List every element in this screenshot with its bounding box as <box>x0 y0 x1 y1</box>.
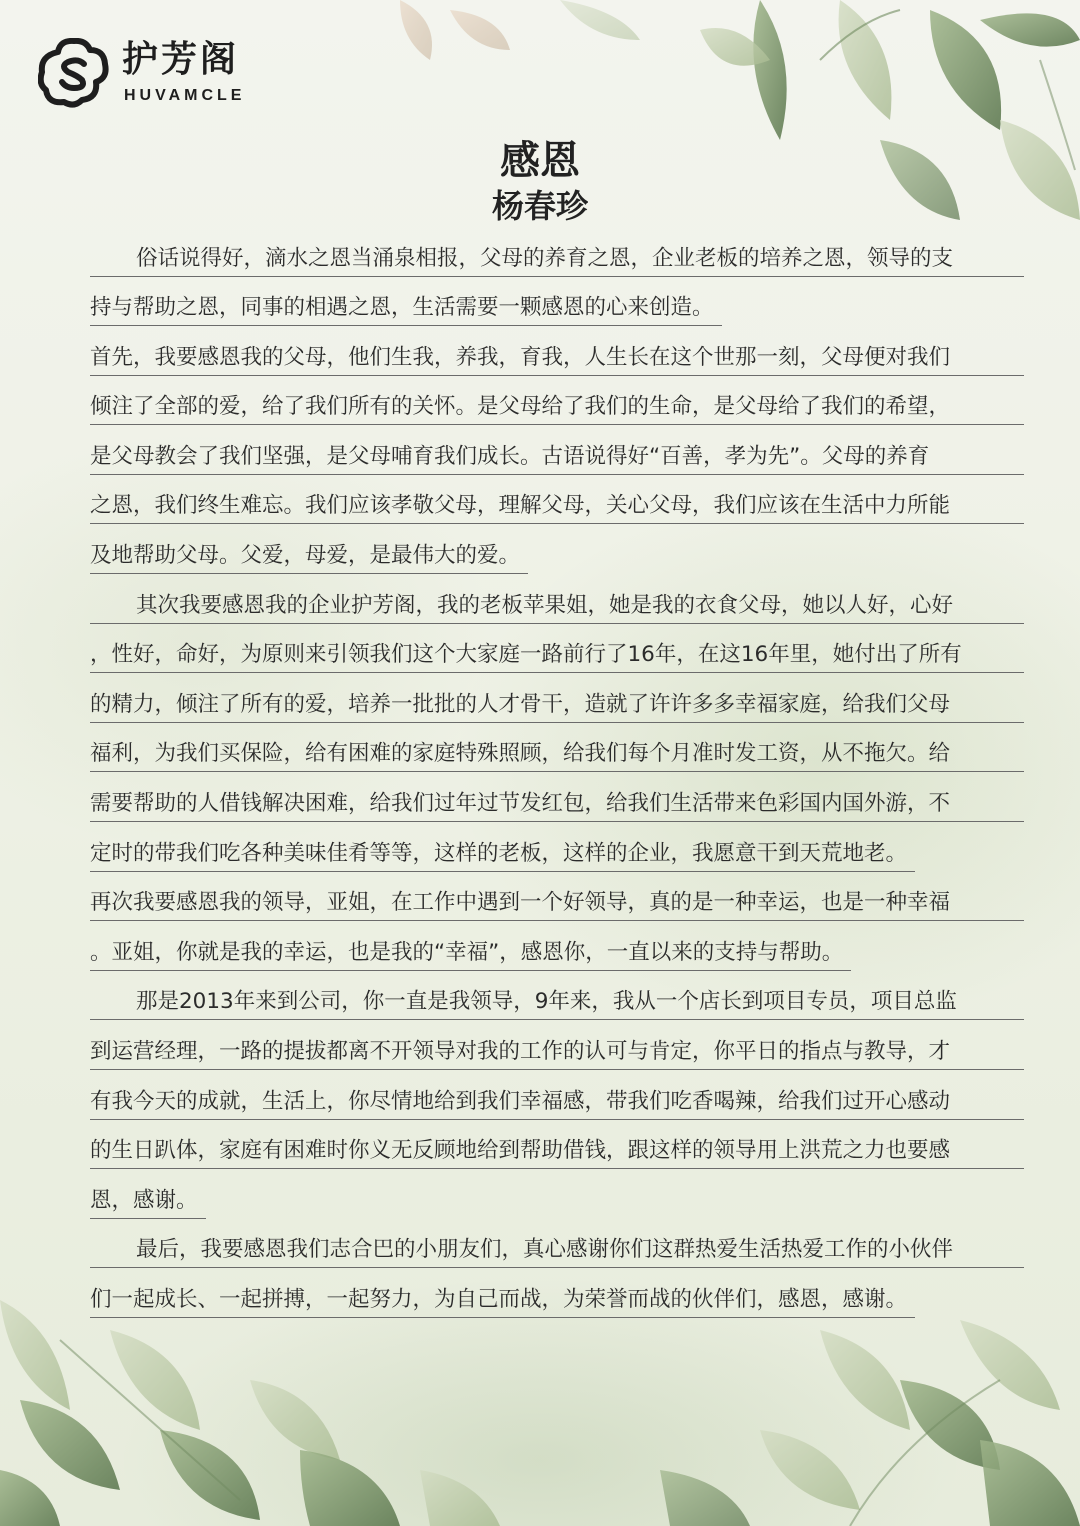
paragraph <box>90 1227 1030 1326</box>
text-line: 。亚姐，你就是我的幸运，也是我的“幸福”，感恩你，一直以来的支持与帮助。 <box>90 929 1030 979</box>
cloud-s-logo-icon <box>38 38 110 108</box>
text-line: 福利，为我们买保险，给有困难的家庭特殊照顾，给我们每个月准时发工资，从不拖欠。给 <box>90 731 1030 781</box>
paragraph <box>90 880 1030 979</box>
text-line: 及地帮助父母。父爱，母爱，是最伟大的爱。 <box>90 533 1030 583</box>
text-line: 的精力，倾注了所有的爱，培养一批批的人才骨干，造就了许许多多幸福家庭，给我们父母 <box>90 681 1030 731</box>
text-line: 到运营经理，一路的提拔都离不开领导对我的工作的认可与肯定，你平日的指点与教导，才 <box>90 1029 1030 1079</box>
text-line: 们一起成长、一起拼搏，一起努力，为自己而战，为荣誉而战的伙伴们，感恩，感谢。 <box>90 1276 1030 1326</box>
text-line: ，性好，命好，为原则来引领我们这个大家庭一路前行了16年，在这16年里，她付出了所有 <box>90 632 1030 682</box>
text-line: 首先，我要感恩我的父母，他们生我，养我，育我，人生长在这个世那一刻，父母便对我们 <box>90 334 1030 384</box>
letter-title: 感恩 <box>500 138 580 184</box>
text-line: 最后，我要感恩我们志合巴的小朋友们，真心感谢你们这群热爱生活热爱工作的小伙伴 <box>90 1227 1030 1277</box>
text-line: 是父母教会了我们坚强，是父母哺育我们成长。古语说得好“百善，孝为先”。父母的养育 <box>90 433 1030 483</box>
text-line: 恩，感谢。 <box>90 1177 1030 1227</box>
text-line: 那是2013年来到公司，你一直是我领导，9年来，我从一个店长到项目专员，项目总监 <box>90 979 1030 1029</box>
text-line: 之恩，我们终生难忘。我们应该孝敬父母，理解父母，关心父母，我们应该在生活中力所能 <box>90 483 1030 533</box>
text-line: 再次我要感恩我的领导，亚姐，在工作中遇到一个好领导，真的是一种幸运，也是一种幸福 <box>90 880 1030 930</box>
brand-name-en: HUVAMCLE <box>124 87 246 104</box>
text-line: 其次我要感恩我的企业护芳阁，我的老板苹果姐，她是我的衣食父母，她以人好，心好 <box>90 582 1030 632</box>
letter-author: 杨春珍 <box>491 187 588 225</box>
paragraph <box>90 582 1030 880</box>
brand-logo <box>38 38 258 108</box>
text-line: 的生日趴体，家庭有困难时你义无反顾地给到帮助借钱，跟这样的领导用上洪荒之力也要感 <box>90 1128 1030 1178</box>
text-line: 有我今天的成就，生活上，你尽情地给到我们幸福感，带我们吃香喝辣，给我们过开心感动 <box>90 1078 1030 1128</box>
paragraph <box>90 334 1030 582</box>
text-line: 需要帮助的人借钱解决困难，给我们过年过节发红包，给我们生活带来色彩国内国外游，不 <box>90 781 1030 831</box>
brand-name-cn: 护芳阁 <box>122 39 240 80</box>
text-line: 持与帮助之恩，同事的相遇之恩，生活需要一颗感恩的心来创造。 <box>90 285 1030 335</box>
text-line: 定时的带我们吃各种美味佳肴等等，这样的老板，这样的企业，我愿意干到天荒地老。 <box>90 830 1030 880</box>
text-line: 俗话说得好，滴水之恩当涌泉相报，父母的养育之恩，企业老板的培养之恩，领导的支 <box>90 235 1030 285</box>
paragraph <box>90 979 1030 1227</box>
text-line: 倾注了全部的爱，给了我们所有的关怀。是父母给了我们的生命，是父母给了我们的希望， <box>90 384 1030 434</box>
letter-body <box>90 235 1030 1326</box>
paragraph <box>90 235 1030 334</box>
